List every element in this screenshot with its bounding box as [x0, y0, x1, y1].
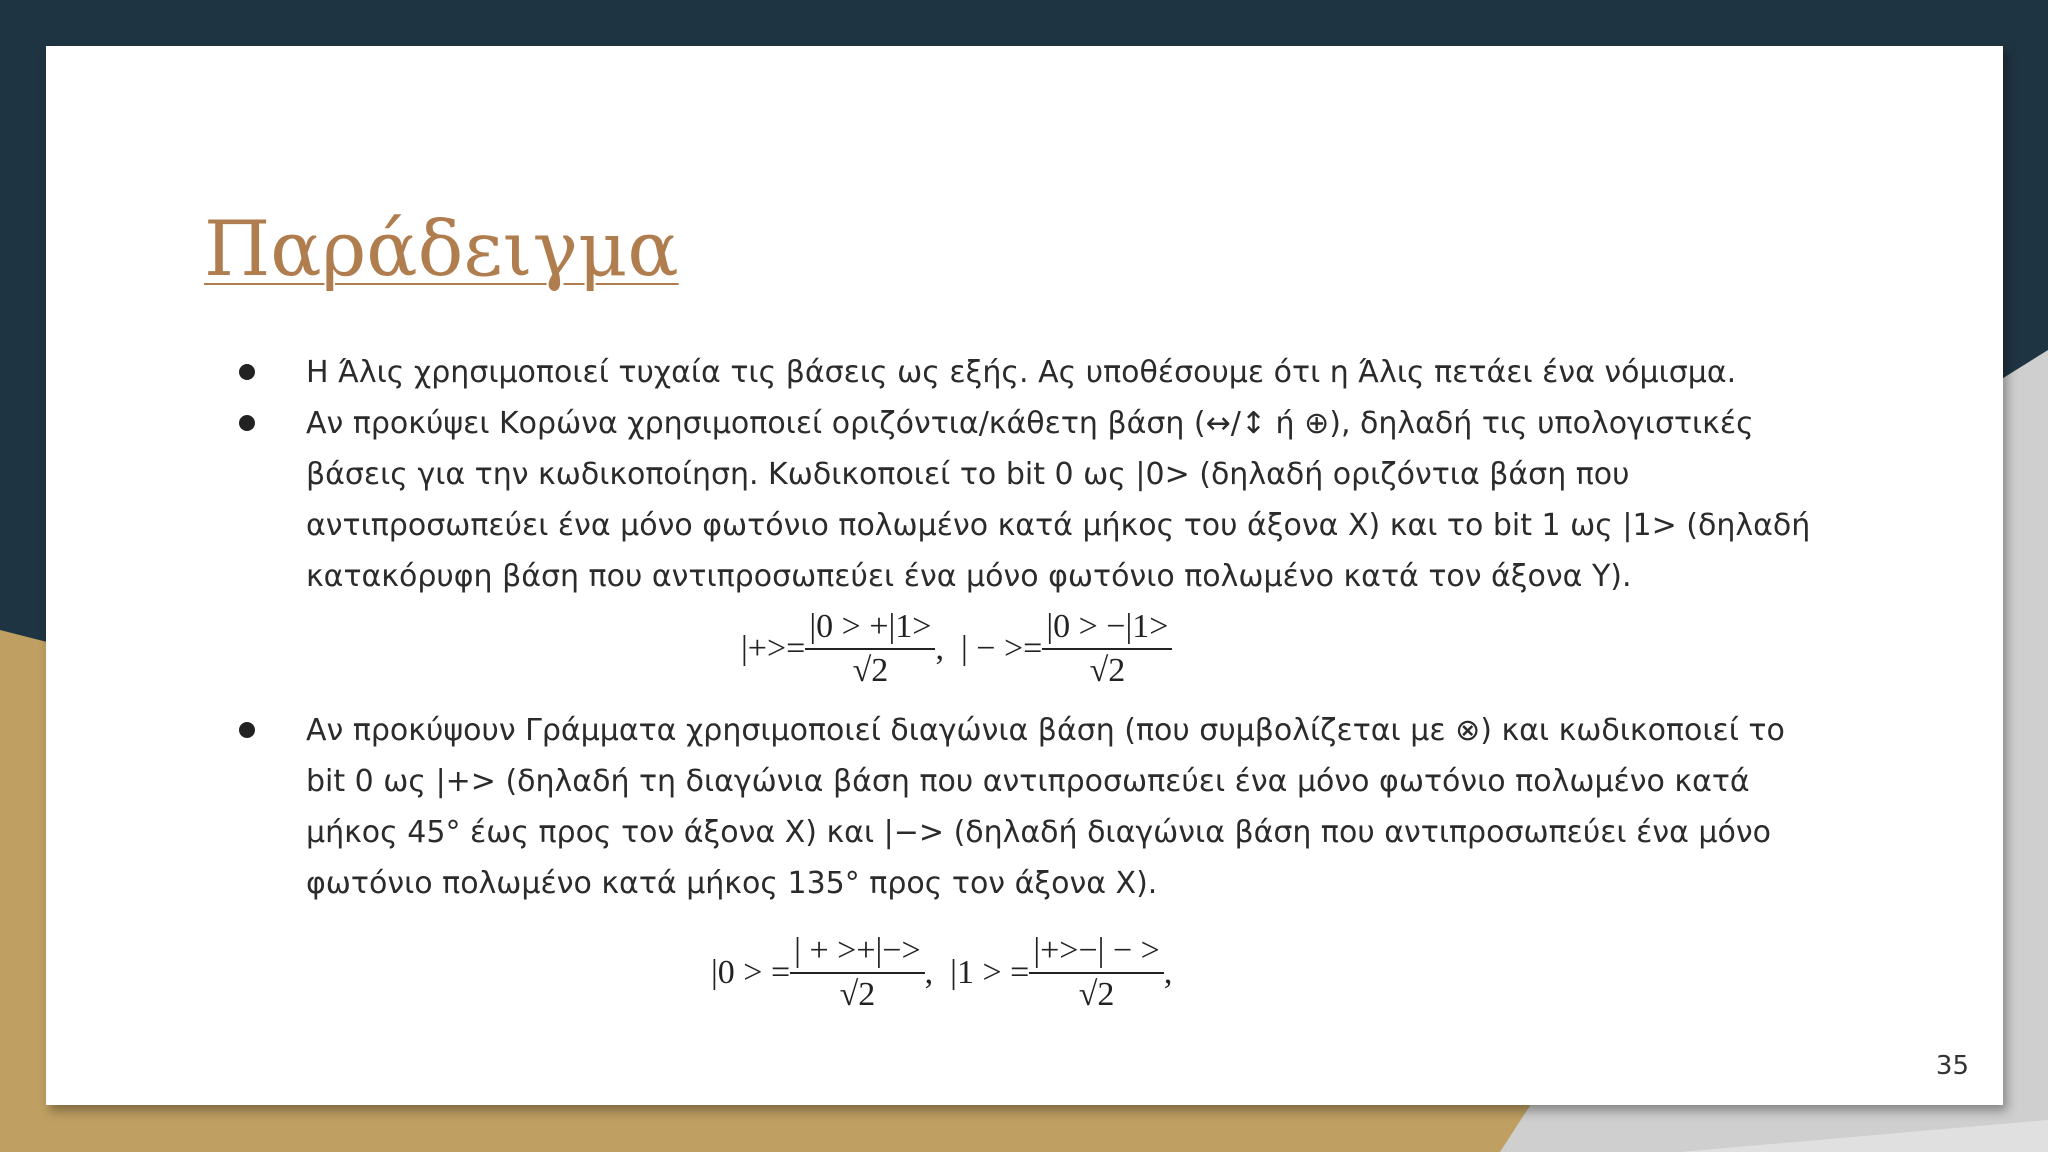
formula-numerator: | + >+|−> [790, 932, 925, 974]
formula-numerator: |0 > −|1> [1042, 608, 1172, 650]
bullet-line: Αν προκύψει Κορώνα χρησιμοποιεί οριζόντια/κάθετη βάση (↔/↕ ή ⊕), δηλαδή τις υπολογιστικές [306, 406, 1754, 441]
formula-fraction [805, 608, 935, 690]
bullet-dot-icon [239, 722, 255, 738]
formula-numerator: |0 > +|1> [805, 608, 935, 650]
slide [46, 46, 2003, 1105]
formula-end: , [1163, 954, 1173, 991]
page-number: 35 [1935, 1051, 1969, 1081]
formula-plus-minus-basis [741, 608, 1172, 690]
bullet-line: Αν προκύψουν Γράμματα χρησιμοποιεί διαγώνια βάση (που συμβολίζεται με ⊗) και κωδικοποιεί το [306, 713, 1785, 748]
formula-denominator: √2 [839, 976, 876, 1013]
bullet-text [306, 398, 1906, 602]
formula-separator: , [935, 630, 944, 667]
bullet-line: bit 0 ως |+> (δηλαδή τη διαγώνια βάση που αντιπροσωπεύει ένα μόνο φωτόνιο πολωμένο κατά [306, 764, 1750, 799]
formula-numerator: |+>−| − > [1029, 932, 1164, 974]
formula-lhs: |+>= [741, 630, 806, 667]
bullet-text [306, 347, 1906, 398]
bullet-line: Η Άλις χρησιμοποιεί τυχαία τις βάσεις ως εξής. Ας υποθέσουμε ότι η Άλις πετάει ένα νόμισμα. [306, 355, 1737, 390]
bullet-text [306, 705, 1906, 909]
bullet-line: αντιπροσωπεύει ένα μόνο φωτόνιο πολωμένο κατά μήκος του άξονα X) και το bit 1 ως |1> (δηλαδή [306, 508, 1811, 543]
formula-denominator: √2 [852, 652, 889, 689]
formula-lhs: | − >= [960, 630, 1043, 667]
bullet-dot-icon [239, 364, 255, 380]
bullet-line: μήκος 45° έως προς τον άξονα X) και |−> (δηλαδή διαγώνια βάση που αντιπροσωπεύει ένα μόνο [306, 815, 1771, 850]
formula-lhs: |1 > = [950, 954, 1030, 991]
formula-denominator: √2 [1089, 652, 1126, 689]
formula-computational-basis [711, 932, 1172, 1014]
formula-denominator: √2 [1078, 976, 1115, 1013]
bullet-dot-icon [239, 415, 255, 431]
bullet-line: κατακόρυφη βάση που αντιπροσωπεύει ένα μόνο φωτόνιο πολωμένο κατά τον άξονα Y). [306, 559, 1632, 594]
formula-separator: , [924, 954, 934, 991]
bullet-line: βάσεις για την κωδικοποίηση. Κωδικοποιεί το bit 0 ως |0> (δηλαδή οριζόντια βάση που [306, 457, 1630, 492]
bullet-line: φωτόνιο πολωμένο κατά μήκος 135° προς τον άξονα X). [306, 866, 1158, 901]
formula-lhs: |0 > = [711, 954, 791, 991]
formula-fraction [1042, 608, 1172, 690]
formula-fraction [1029, 932, 1164, 1014]
slide-title: Παράδειγμα [204, 204, 679, 293]
formula-fraction [790, 932, 925, 1014]
